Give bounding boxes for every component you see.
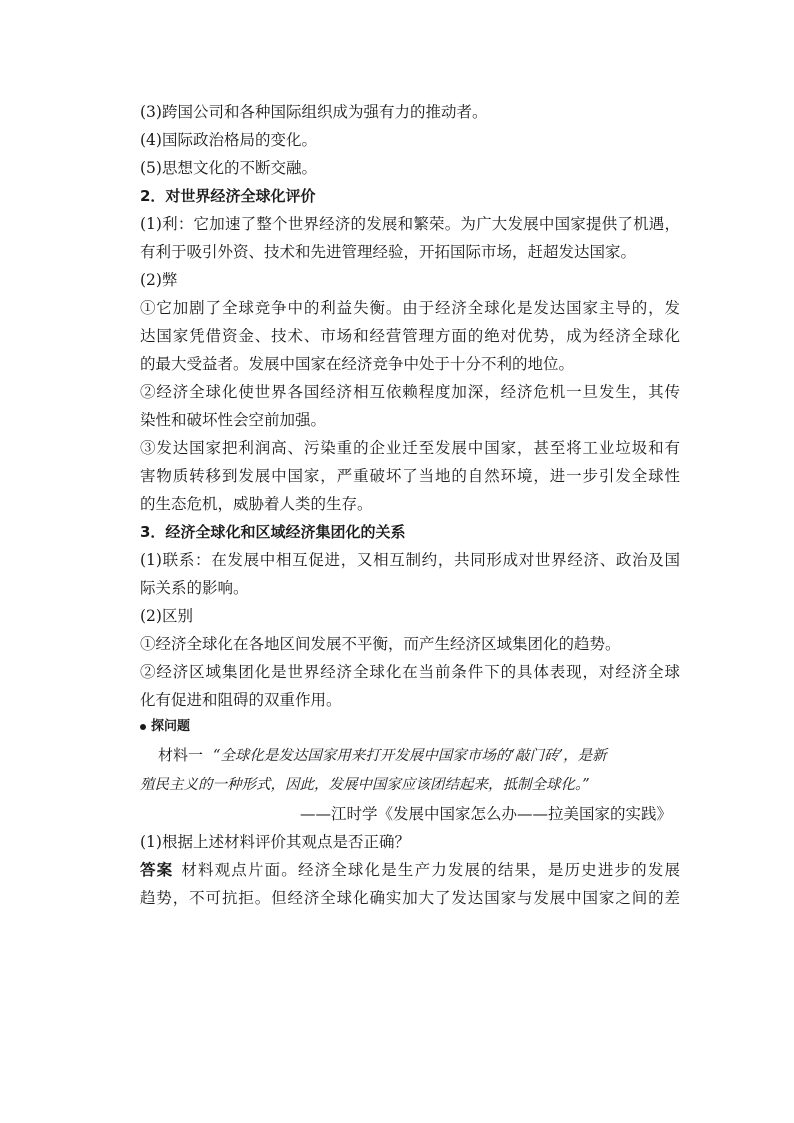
text-line: 有利于吸引外资、技术和先进管理经验，开拓国际市场，赶超发达国家。: [140, 243, 637, 261]
text-line: 害物质转移到发展中国家，严重破坏了当地的自然环境，进一步引发全球性: [140, 467, 680, 485]
quote-text: “全球化是发达国家用来打开发展中国家市场的‘敲门砖’，是新: [213, 748, 607, 764]
text-line: (1)利：它加速了整个世界经济的发展和繁荣。为广大发展中国家提供了机遇，: [140, 215, 680, 233]
document-page: [140, 98, 680, 912]
section-heading: 2．对世界经济全球化评价: [140, 187, 316, 205]
text-line: 染性和破坏性会空前加强。: [140, 411, 327, 429]
text-line: ③发达国家把利润高、污染重的企业迁至发展中国家，甚至将工业垃圾和有: [140, 439, 680, 457]
text-line: 的最大受益者。发展中国家在经济竞争中处于十分不利的地位。: [140, 355, 575, 373]
text-line: (2)区别: [140, 607, 193, 625]
text-line: (3)跨国公司和各种国际组织成为强有力的推动者。: [140, 103, 488, 121]
text-line: (4)国际政治格局的变化。: [140, 131, 317, 149]
explore-heading-label: 探问题: [151, 719, 191, 734]
text-line: 达国家凭借资金、技术、市场和经营管理方面的绝对优势，成为经济全球化: [140, 327, 680, 345]
text-line: (2)弊: [140, 271, 178, 289]
text-line: 化有促进和阻碍的双重作用。: [140, 691, 342, 709]
text-line: ①经济全球化在各地区间发展不平衡，而产生经济区域集团化的趋势。: [140, 635, 621, 653]
explore-heading: [140, 714, 680, 740]
bullet-dot-icon: [140, 724, 146, 730]
text-line: ②经济全球化使世界各国经济相互依赖程度加深，经济危机一旦发生，其传: [140, 383, 680, 401]
material-quote: [140, 740, 680, 770]
answer-line: [140, 856, 680, 884]
text-line: 的生态危机，威胁着人类的生存。: [140, 495, 373, 513]
text-line: ①它加剧了全球竞争中的利益失衡。由于经济全球化是发达国家主导的，发: [140, 299, 680, 317]
text-line: (1)联系：在发展中相互促进，又相互制约，共同形成对世界经济、政治及国: [140, 551, 680, 569]
material-label: 材料一: [158, 746, 204, 764]
answer-label: 答案: [140, 861, 174, 879]
quote-source: ——江时学《发展中国家怎么办——拉美国家的实践》: [299, 805, 672, 823]
text-line: 际关系的影响。: [140, 579, 249, 597]
question-text: (1)根据上述材料评价其观点是否正确？: [140, 833, 410, 851]
quote-text: 殖民主义的一种形式，因此，发展中国家应该团结起来，抵制全球化。”: [140, 777, 590, 793]
text-line: (5)思想文化的不断交融。: [140, 159, 317, 177]
text-line: ②经济区域集团化是世界经济全球化在当前条件下的具体表现，对经济全球: [140, 663, 680, 681]
answer-text: 趋势，不可抗拒。但经济全球化确实加大了发达国家与发展中国家之间的差: [140, 889, 680, 907]
answer-text: 材料观点片面。经济全球化是生产力发展的结果，是历史进步的发展: [181, 861, 680, 879]
section-heading: 3．经济全球化和区域经济集团化的关系: [140, 523, 406, 541]
